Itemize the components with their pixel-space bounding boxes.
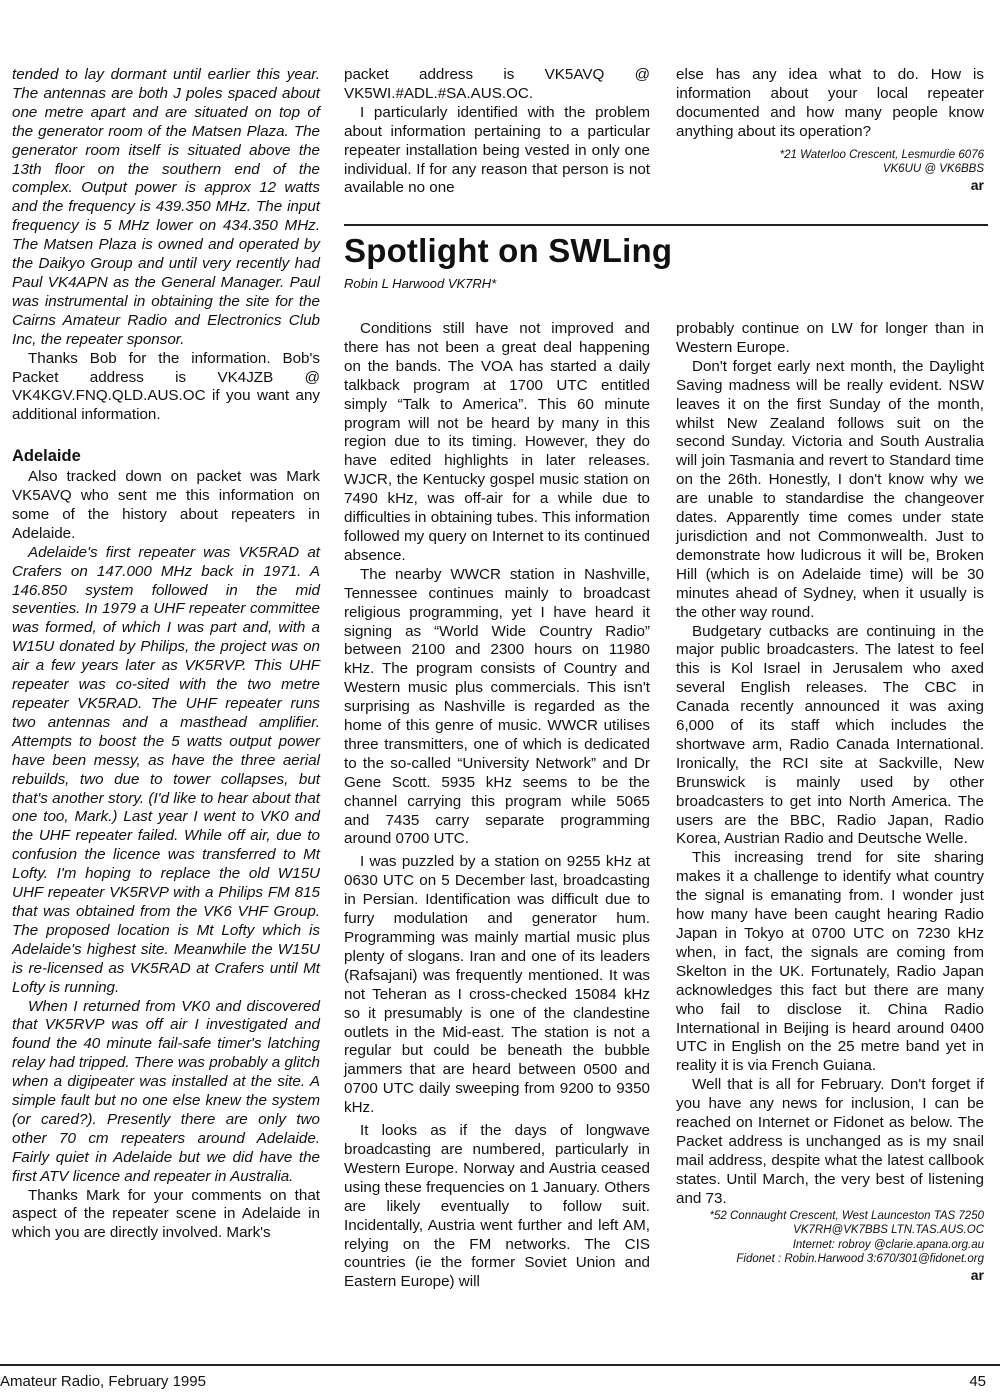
- paragraph: I particularly identified with the problem about information pertaining to a particular repeater installation being vested in only one individual. If for any reason that person is not available no one: [344, 103, 650, 197]
- paragraph: Don't forget early next month, the Daylight Saving madness will be really evident. NSW leaves it on the first Sunday of the month, whilst New Zealand follows suit on the second Sunday. Victoria and South Australia will join Tasmania and revert to Standard time on the 26th. Honestly, I don't know why we are unable to standardise the changeover dates. Apparently time comes under state jurisdiction and not Commonwealth. Just to demonstrate how ludicrous it will be, Broken Hill (which is on Adelaide time) will be 30 minutes ahead of Sydney, when it usually is the other way round.: [676, 357, 984, 621]
- column-middle-bottom: [344, 320, 650, 1292]
- article-byline: Robin L Harwood VK7RH*: [344, 276, 497, 291]
- paragraph: It looks as if the days of longwave broadcasting are numbered, particularly in Western Europe. Norway and Austria ceased using these frequencies on 1 January. Others are likely eventually to follow suit. Incidentally, Austria went further and left AM, relying on the FM networks. The CIS countries (ie the former Soviet Union and Eastern Europe) will: [344, 1122, 650, 1291]
- end-mark: ar: [970, 176, 984, 193]
- paragraph: Adelaide's first repeater was VK5RAD at Crafers on 147.000 MHz back in 1971. A 146.850 system followed in the mid seventies. In 1979 a UHF repeater committee was formed, of which I was part and, with a W15U donated by Philips, the project was on air a few years later as VK5RVP. This UHF repeater was co-sited with the two metre repeater VK5RAD. The UHF repeater runs two antennas and a masthead amplifier. Attempts to boost the 5 watts output power have been messy, as have the three aerial rebuilds, two due to tower collapses, but that's another story. (I'd like to hear about that one too, Mark.) Last year I went to VK0 and the UHF repeater failed. While off air, due to confusion the licence was transferred to Mt Lofty. I'm hoping to replace the old W15U UHF repeater VK5RVP with a Philips FM 815 that was obtained from the VK6 VHF Group. The proposed location is Mt Lofty which is Adelaide's highest site. Meanwhile the W15U is re-licensed as VK5RAD at Crafers until Mt Lofty is running.: [12, 543, 320, 996]
- paragraph: Thanks Bob for the information. Bob's Packet address is VK4JZB @ VK4KGV.FNQ.QLD.AUS.OC if you want any additional information.: [12, 349, 320, 424]
- section-heading: Adelaide: [12, 447, 81, 466]
- author-address: *52 Connaught Crescent, West Launceston TAS 7250: [709, 1209, 984, 1222]
- end-mark: ar: [970, 1266, 984, 1283]
- paragraph: else has any idea what to do. How is information about your local repeater documented and how many people know anything about its operation?: [676, 66, 984, 140]
- paragraph: Thanks Mark for your comments on that aspect of the repeater scene in Adelaide in which you are directly involved. Mark's: [12, 1186, 320, 1242]
- paragraph: Conditions still have not improved and there has not been a great deal happening on the bands. The VOA has started a daily talkback program at 1700 UTC entitled simply “Talk to America”. This 60 minute program will not be heard by many in this region due to its timing. However, they do have edited highlights in later releases. WJCR, the Kentucky gospel music station on 7490 kHz, was off-air for a while due to difficulties in obtaining tubes. This information followed my query on Internet to its continued absence.: [344, 320, 650, 564]
- section-rule: [344, 224, 988, 226]
- footer-publication: Amateur Radio, February 1995: [0, 1373, 206, 1390]
- paragraph: Also tracked down on packet was Mark VK5AVQ who sent me this information on some of the history about repeaters in Adelaide.: [12, 468, 320, 542]
- paragraph: Budgetary cutbacks are continuing in the major public broadcasters. The latest to feel this is Kol Israel in Jerusalem who axed several English releases. The CBC in Canada recently announced it was axing 6,000 of its staff which includes the shortwave arm, Radio Canada International. Ironically, the RCI site at Sackville, New Brunswick is mainly used by other broadcasters to get into North America. The users are the BBC, Radio Japan, Radio Korea, Austrian Radio and Deutsche Welle.: [676, 622, 984, 848]
- paragraph: I was puzzled by a station on 9255 kHz at 0630 UTC on 5 December last, broadcasting in Persian. Identification was difficult due to furry modulation and generator hum. Programming was mainly martial music plus plenty of slogans. Iran and one of its leaders (Rafsajani) was frequently mentioned. It was not Teheran as I cross-checked 15084 kHz so it presumably is one of the clandestine outlets in the Mid-east. The station is not a regular but could be beneath the bubble jammers that are heard between 0500 and 0700 UTC daily sweeping from 9200 to 9350 kHz.: [344, 853, 650, 1117]
- column-right-bottom: [676, 320, 984, 1283]
- author-fidonet-address: Fidonet : Robin.Harwood 3:670/301@fidonet.org: [736, 1253, 984, 1266]
- paragraph: Well that is all for February. Don't forget if you have any news for inclusion, I can be reached on Internet or Fidonet as below. The Packet address is unchanged as is my snail mail address, despite what the latest callbook states. Until March, the very best of listening and 73.: [676, 1076, 984, 1207]
- author-callsign: VK6UU @ VK6BBS: [882, 163, 984, 176]
- paragraph: This increasing trend for site sharing makes it a challenge to identify what country the signal is emanating from. I wonder just how many have been caught hearing Radio Japan in Tokyo at 0700 UTC on 7230 kHz when, in fact, the signals are coming from Skelton in the UK. Fortunately, Radio Japan acknowledges this fact but there are many who fail to disclose it. China Radio International in Beijing is heard around 0400 UTC in English on the 25 metre band yet in reality it is via French Guiana.: [676, 849, 984, 1075]
- column-middle-top: [344, 66, 650, 198]
- column-left: [12, 66, 320, 1243]
- author-address: *21 Waterloo Crescent, Lesmurdie 6076: [779, 148, 984, 161]
- author-internet-address: Internet: robroy @clarie.apana.org.au: [792, 1238, 984, 1251]
- paragraph: packet address is VK5AVQ @ VK5WI.#ADL.#SA.AUS.OC.: [344, 66, 650, 102]
- column-right-top: [676, 66, 984, 193]
- footer-rule: [0, 1364, 1000, 1366]
- author-packet-address: VK7RH@VK7BBS LTN.TAS.AUS.OC: [793, 1224, 984, 1237]
- paragraph: probably continue on LW for longer than in Western Europe.: [676, 320, 984, 356]
- page-number: 45: [969, 1373, 986, 1390]
- paragraph: tended to lay dormant until earlier this year. The antennas are both J poles spaced about one metre apart and are situated on top of the generator room of the Matsen Plaza. The generator room itself is situated above the 13th floor on the southern end of the complex. Output power is approx 12 watts and the frequency is 439.350 MHz. The input frequency is 5 MHz lower on 434.350 MHz. The Matsen Plaza is owned and operated by the Daikyo Group and until very recently had Paul VK4APN as the General Manager. Paul was instrumental in obtaining the site for the Cairns Amateur Radio and Electronics Club Inc, the repeater sponsor.: [12, 66, 320, 348]
- paragraph: When I returned from VK0 and discovered that VK5RVP was off air I investigated and found the 40 minute fail-safe timer's latching relay had tripped. There was probably a glitch when a digipeater was installed at the site. A simple fault but no one else knew the system (or cared?). Presently there are only two other 70 cm repeaters around Adelaide. Fairly quiet in Adelaide but we did have the first ATV licence and repeater in Australia.: [12, 997, 320, 1185]
- paragraph: The nearby WWCR station in Nashville, Tennessee continues mainly to broadcast religious programming, yet I have heard it signing as “World Wide Country Radio” between 2100 and 2300 hours on 11980 kHz. The program consists of Country and Western music plus commercials. This isn't surprising as Nashville is regarded as the home of this genre of music. WWCR utilises three transmitters, one of which is dedicated to the so-called “University Network” and Dr Gene Scott. 5935 kHz seems to be the channel carrying this program while 5065 and 7435 carry separate programming around 0700 UTC.: [344, 565, 650, 848]
- article-title: Spotlight on SWLing: [344, 232, 673, 269]
